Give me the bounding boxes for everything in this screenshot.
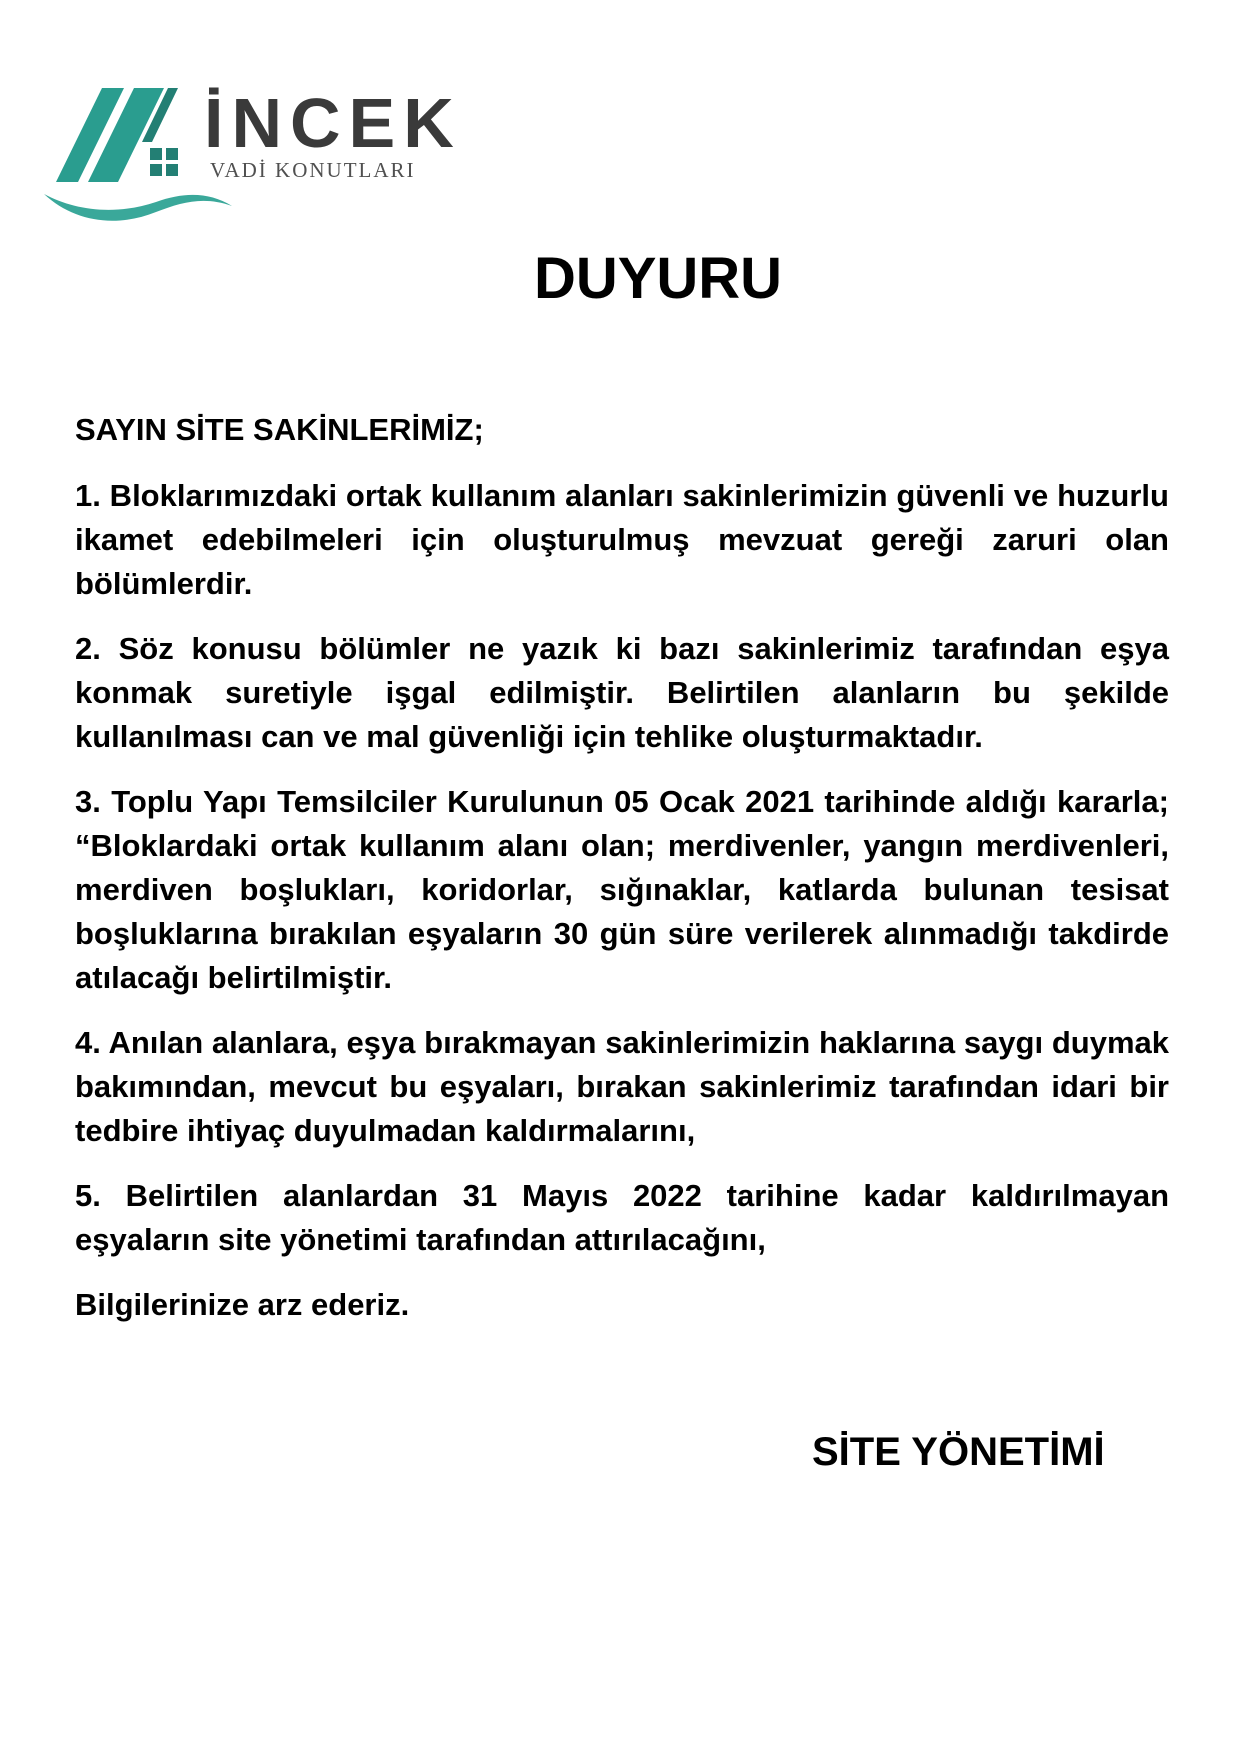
logo-subtitle: VADİ KONUTLARI (210, 158, 416, 182)
signature: SİTE YÖNETİMİ (812, 1430, 1105, 1474)
list-item: 2. Söz konusu bölümler ne yazık ki bazı sakinlerimiz tarafından eşya konmak suretiyle işgal edilmiştir. Belirtilen alanların bu şekilde kullanılması can ve mal güvenliği için tehlike oluşturmaktadır. (75, 631, 1169, 754)
salutation: SAYIN SİTE SAKİNLERİMİZ; (75, 412, 484, 447)
page-title: DUYURU (533, 246, 783, 311)
closing-text: Bilgilerinize arz ederiz. (75, 1287, 410, 1322)
list-item: 3. Toplu Yapı Temsilciler Kurulunun 05 Ocak 2021 tarihinde aldığı kararla; “Bloklardaki ortak kullanım alanı olan; merdivenler, yangın merdivenleri, merdiven boşlukları, koridorlar, sığınaklar, katlarda bulunan tesisat boşluklarına bırakılan eşyaların 30 gün süre verilerek alınmadığı takdirde atılacağı belirtilmiştir. (75, 784, 1169, 995)
announcement-body (75, 408, 1169, 1348)
logo (44, 82, 462, 232)
logo-title: İNCEK (204, 84, 462, 162)
list-item: 4. Anılan alanlara, eşya bırakmayan sakinlerimizin haklarına saygı duymak bakımından, mevcut bu eşyaları, bırakan sakinlerimiz tarafından idari bir tedbire ihtiyaç duyulmadan kaldırmalarını, (75, 1025, 1169, 1148)
list-item: 5. Belirtilen alanlardan 31 Mayıs 2022 tarihine kadar kaldırılmayan eşyaların site yönetimi tarafından attırılacağını, (75, 1178, 1169, 1257)
list-item: 1. Bloklarımızdaki ortak kullanım alanları sakinlerimizin güvenli ve huzurlu ikamet edebilmeleri için oluşturulmuş mevzuat gereği zaruri olan bölümlerdir. (75, 478, 1169, 601)
